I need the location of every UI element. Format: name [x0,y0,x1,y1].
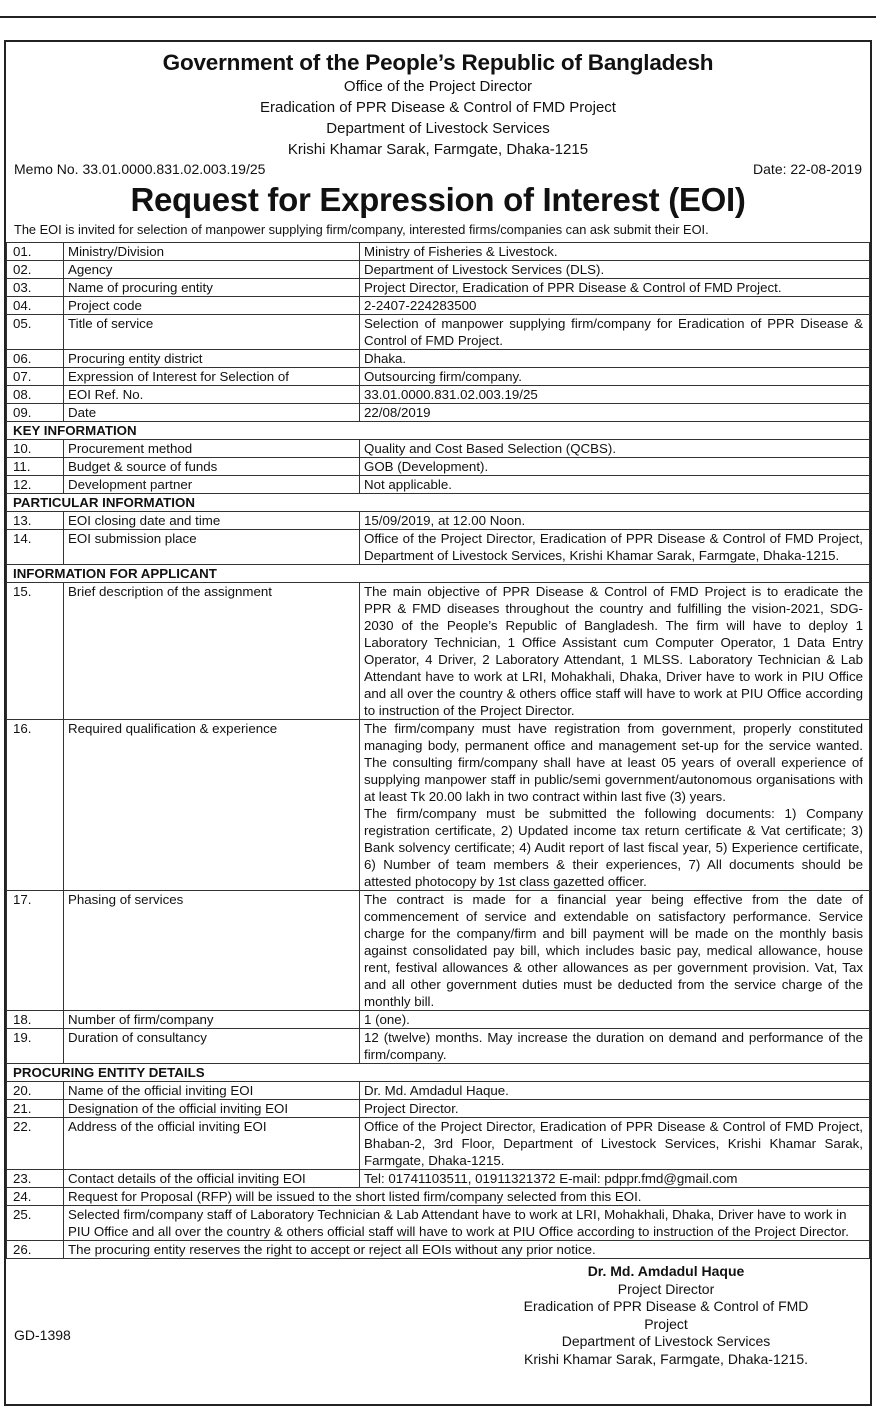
row-value [360,1118,870,1170]
table-row [7,1029,870,1064]
row-number: 16. [7,720,64,891]
row-value-text: Dr. Md. Amdadul Haque. [364,1083,509,1098]
row-number: 22. [7,1118,64,1170]
table-row [7,350,870,368]
table-row [7,583,870,720]
row-label: Title of service [64,315,360,350]
row-value [360,530,870,565]
row-number: 24. [7,1188,64,1206]
memo-date: Date: 22-08-2019 [753,161,862,177]
signatory-department: Department of Livestock Services [561,1333,771,1349]
row-value [360,1100,870,1118]
table-row [7,1100,870,1118]
table-row [7,1188,870,1206]
row-number: 07. [7,368,64,386]
table-row [7,476,870,494]
row-value [360,261,870,279]
table-row [7,1118,870,1170]
row-statement: The procuring entity reserves the right to accept or reject all EOIs without any prior notice. [64,1241,870,1259]
table-row [7,1011,870,1029]
table-row [7,261,870,279]
table-row [7,440,870,458]
row-label: Expression of Interest for Selection of [64,368,360,386]
project-line: Eradication of PPR Disease & Control of FMD Project [260,99,616,116]
row-label: Phasing of services [64,891,360,1011]
signature-block [6,1259,870,1367]
table-row [7,1082,870,1100]
section-title: PROCURING ENTITY DETAILS [7,1064,870,1082]
table-row [7,243,870,261]
memo-row [6,159,870,179]
row-number: 09. [7,404,64,422]
table-row [7,279,870,297]
section-header-row [7,422,870,440]
row-label: Date [64,404,360,422]
table-row [7,530,870,565]
row-label: Agency [64,261,360,279]
row-number: 12. [7,476,64,494]
row-value [360,1170,870,1188]
office-line: Office of the Project Director [343,78,533,95]
row-label: Procuring entity district [64,350,360,368]
row-statement: Selected firm/company staff of Laboratory Technician & Lab Attendant have to work at LRI, Mohakhali, Dhaka, Driver have to work in PIU Office and all over the country & others official staff will have to work at PIU Office according to instruction of the Project Director. [64,1206,870,1241]
table-row [7,368,870,386]
row-value [360,1011,870,1029]
row-value-text: Not applicable. [364,477,452,492]
row-value [360,350,870,368]
row-value [360,297,870,315]
row-value-text: 22/08/2019 [364,405,431,420]
row-value [360,891,870,1011]
row-value-text: Outsourcing firm/company. [364,369,522,384]
section-title: INFORMATION FOR APPLICANT [7,565,870,583]
row-number: 02. [7,261,64,279]
memo-number: Memo No. 33.01.0000.831.02.003.19/25 [14,161,266,177]
row-label: Budget & source of funds [64,458,360,476]
row-label: Address of the official inviting EOI [64,1118,360,1170]
table-row [7,1206,870,1241]
row-value [360,583,870,720]
row-label: Contact details of the official inviting EOI [64,1170,360,1188]
row-value [360,720,870,891]
row-number: 20. [7,1082,64,1100]
table-row [7,1241,870,1259]
row-number: 25. [7,1206,64,1241]
row-value [360,386,870,404]
section-title: PARTICULAR INFORMATION [7,494,870,512]
row-value [360,476,870,494]
row-number: 01. [7,243,64,261]
row-label: Duration of consultancy [64,1029,360,1064]
row-number: 08. [7,386,64,404]
row-label: Project code [64,297,360,315]
row-value-text: Office of the Project Director, Eradication of PPR Disease & Control of FMD Project, Department of Livestock Services, Krishi Khamar Sarak, Farmgate, Dhaka-1215. [364,531,863,563]
row-number: 06. [7,350,64,368]
section-title: KEY INFORMATION [7,422,870,440]
row-value-text: Dhaka. [364,351,407,366]
row-label: Designation of the official inviting EOI [64,1100,360,1118]
row-number: 23. [7,1170,64,1188]
signatory-designation: Project Director [617,1280,715,1297]
row-label: Name of procuring entity [64,279,360,297]
row-number: 18. [7,1011,64,1029]
row-label: EOI submission place [64,530,360,565]
row-value-text: Project Director, Eradication of PPR Disease & Control of FMD Project. [364,280,782,295]
table-row [7,512,870,530]
signatory-project: Eradication of PPR Disease & Control of FMD Project [523,1298,809,1332]
row-number: 13. [7,512,64,530]
row-number: 26. [7,1241,64,1259]
row-value-text: Project Director. [364,1101,459,1116]
row-number: 11. [7,458,64,476]
row-value-text: The main objective of PPR Disease & Control of FMD Project is to eradicate the PPR & FMD diseases throughout the country and fulfilling the vision-2021, SDG-2030 of the People’s Republic of Bangladesh. The firm will have to deploy 1 Laboratory Technician, 1 Office Assistant cum Computer Operator, 1 Data Entry Operator, 4 Driver, 2 Laboratory Attendant, 1 MLSS. Laboratory Technician & Lab Attendant have to work at LRI, Mohakhali, Dhaka, Driver have to work in PIU Office and all over the country & others office staff will have to work at PIU Office according to instruction of the Project Director. [364,584,863,718]
row-number: 19. [7,1029,64,1064]
table-row [7,404,870,422]
table-row [7,315,870,350]
row-number: 17. [7,891,64,1011]
row-label: EOI closing date and time [64,512,360,530]
row-value-text: 2-2407-224283500 [364,298,477,313]
gd-code: GD-1398 [14,1327,71,1343]
section-header-row [7,565,870,583]
row-value-text: GOB (Development). [364,459,489,474]
page-title: Request for Expression of Interest (EOI) [130,181,746,218]
row-value-text: 1 (one). [364,1012,410,1027]
table-row [7,891,870,1011]
row-number: 05. [7,315,64,350]
government-title: Government of the People’s Republic of Bangladesh [162,50,714,75]
row-value [360,315,870,350]
row-label: Procurement method [64,440,360,458]
row-label: Ministry/Division [64,243,360,261]
table-row [7,386,870,404]
row-value [360,1029,870,1064]
intro-text: The EOI is invited for selection of manpower supplying firm/company, interested firms/companies can ask submit their EOI. [14,222,709,237]
department-line: Department of Livestock Services [326,120,550,137]
row-label: Brief description of the assignment [64,583,360,720]
row-number: 03. [7,279,64,297]
row-number: 21. [7,1100,64,1118]
row-value [360,243,870,261]
row-value [360,440,870,458]
eoi-table [6,242,870,1259]
row-value [360,368,870,386]
section-header-row [7,494,870,512]
row-value-text: Quality and Cost Based Selection (QCBS). [364,441,617,456]
row-value-text: 12 (twelve) months. May increase the duration on demand and performance of the firm/company. [364,1030,863,1062]
row-value-text: Department of Livestock Services (DLS). [364,262,605,277]
table-row [7,458,870,476]
row-value [360,279,870,297]
table-row [7,297,870,315]
row-value-text: The contract is made for a financial year being effective from the date of commencement of service and extendable on satisfactory performance. Service charge for the company/firm and bill payment will be made on the monthly basis against consolidated pay bill, which includes basic pay, medical allowance, house rent, festival allowances & other allowances as per government provision. Vat, Tax and all other government duties must be deducted from the service charge of the monthly bill. [364,892,863,1009]
row-value [360,458,870,476]
signatory-address: Krishi Khamar Sarak, Farmgate, Dhaka-1215. [523,1350,808,1367]
row-label: Name of the official inviting EOI [64,1082,360,1100]
row-value-text: The firm/company must have registration from government, properly constituted managing body, permanent office and management set-up for the service wanted. The consulting firm/company shall have at least 05 years of overall experience of supplying manpower staff in public/semi government/autonomous organisations with at least Tk 20.00 lakh in two contract within last five (3) years. [364,721,863,804]
row-number: 15. [7,583,64,720]
row-label: Development partner [64,476,360,494]
row-label: Required qualification & experience [64,720,360,891]
row-value-text: Office of the Project Director, Eradication of PPR Disease & Control of FMD Project, Bhaban-2, 3rd Floor, Department of Livestock Services, Krishi Khamar Sarak, Farmgate, Dhaka-1215. [364,1119,863,1168]
section-header-row [7,1064,870,1082]
row-number: 04. [7,297,64,315]
row-value-text-2: The firm/company must be submitted the following documents: 1) Company registration certificate, 2) Updated income tax return certificate & Vat certificate; 3) Bank solvency certificate; 4) Audit report of last fiscal year, 5) Experience certificate, 6) Number of team members & their experiences, 7) All documents should be attested photocopy by 1st class gazetted officer. [364,806,863,889]
signatory-name: Dr. Md. Amdadul Haque [587,1263,745,1279]
table-row [7,720,870,891]
row-value-text: Selection of manpower supplying firm/company for Eradication of PPR Disease & Control of FMD Project. [364,316,863,348]
row-number: 10. [7,440,64,458]
row-value-text: 15/09/2019, at 12.00 Noon. [364,513,526,528]
row-value [360,404,870,422]
row-value [360,512,870,530]
row-value-text: Tel: 01741103511, 01911321372 E-mail: pdppr.fmd@gmail.com [364,1171,738,1186]
row-label: Number of firm/company [64,1011,360,1029]
row-value-text: Ministry of Fisheries & Livestock. [364,244,558,259]
letterhead [6,49,870,160]
row-value [360,1082,870,1100]
top-rule [0,16,876,18]
row-number: 14. [7,530,64,565]
address-line: Krishi Khamar Sarak, Farmgate, Dhaka-1215 [287,141,589,158]
table-row [7,1170,870,1188]
row-statement: Request for Proposal (RFP) will be issued to the short listed firm/company selected from this EOI. [64,1188,870,1206]
row-label: EOI Ref. No. [64,386,360,404]
eoi-notice [4,40,872,1406]
row-value-text: 33.01.0000.831.02.003.19/25 [364,387,538,402]
